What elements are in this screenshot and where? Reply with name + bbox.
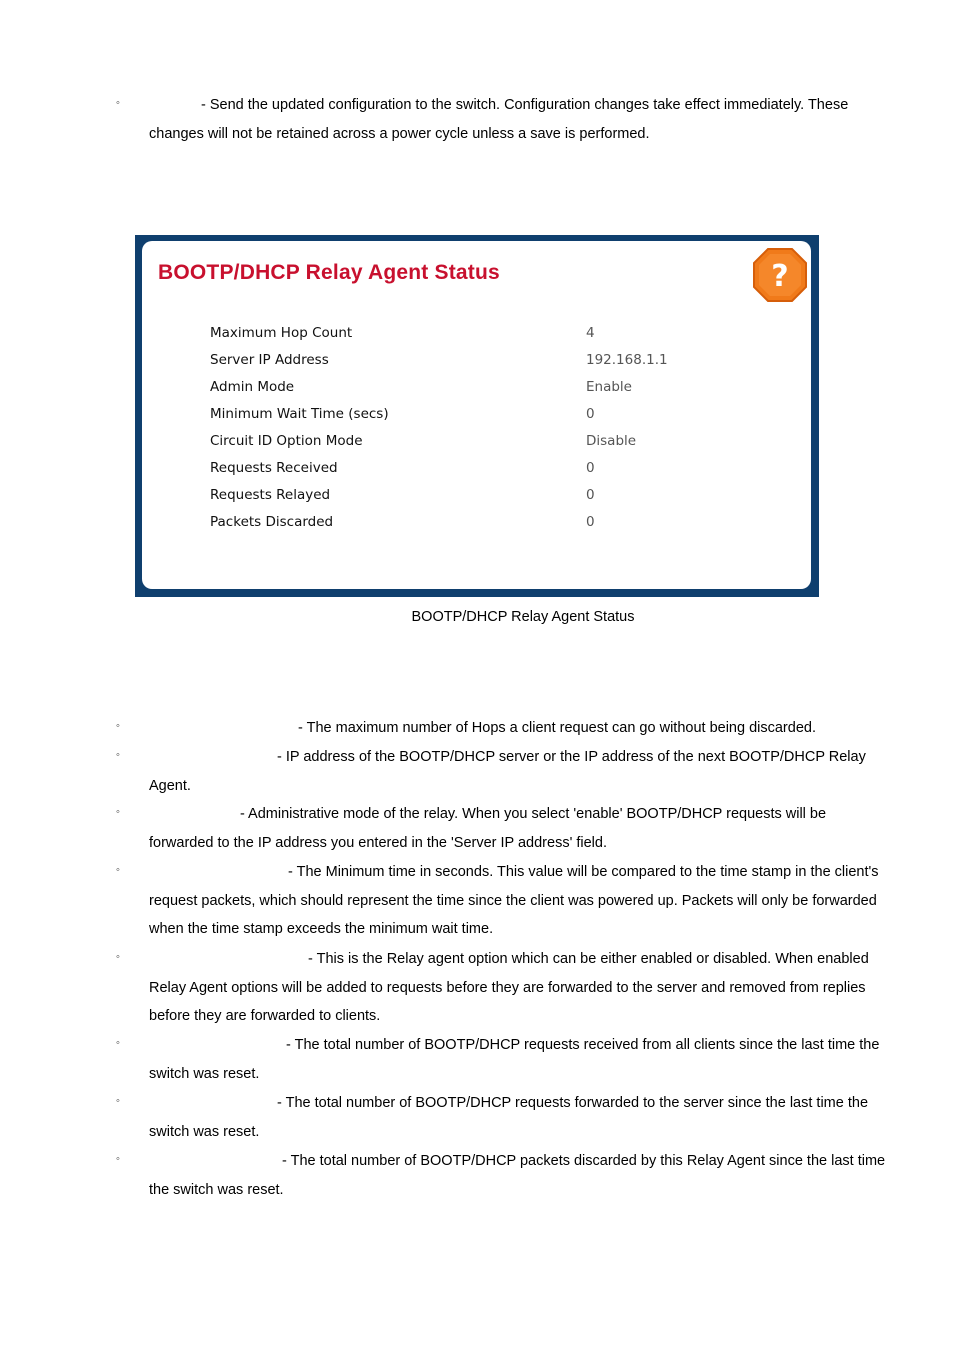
- bullet-marker: ◦: [116, 806, 120, 818]
- row-packets-discarded: [210, 514, 770, 541]
- description-text: - Administrative mode of the relay. When you select 'enable' BOOTP/DHCP requests will be forwarded to the IP address you entered in the 'Server IP address' field.: [149, 806, 827, 851]
- description-minimum-wait-time: [149, 858, 889, 944]
- bullet-marker: ◦: [116, 97, 120, 109]
- row-label: Requests Relayed: [210, 487, 331, 503]
- row-label: Minimum Wait Time (secs): [210, 406, 389, 422]
- description-maximum-hop-count: [149, 714, 889, 743]
- row-requests-relayed: [210, 487, 770, 514]
- intro-text: - Send the updated configuration to the switch. Configuration changes take effect immediately. These changes will not be retained across a power cycle unless a save is performed.: [149, 97, 849, 142]
- row-label: Requests Received: [210, 460, 338, 476]
- bullet-marker: ◦: [116, 951, 120, 963]
- row-circuit-id-option-mode: [210, 433, 770, 460]
- row-value: 192.168.1.1: [586, 352, 668, 368]
- row-label: Admin Mode: [210, 379, 295, 395]
- intro-paragraph: [149, 91, 889, 148]
- description-packets-discarded: [149, 1147, 889, 1204]
- row-value: 0: [586, 487, 595, 503]
- row-admin-mode: [210, 379, 770, 406]
- bullet-marker: ◦: [116, 749, 120, 761]
- row-label: Packets Discarded: [210, 514, 334, 530]
- bullet-marker: ◦: [116, 1153, 120, 1165]
- row-value: 0: [586, 460, 595, 476]
- description-text: - The total number of BOOTP/DHCP requests forwarded to the server since the last time the switch was reset.: [149, 1095, 869, 1140]
- row-minimum-wait-time: [210, 406, 770, 433]
- panel-body: [142, 241, 811, 589]
- description-requests-received: [149, 1031, 889, 1088]
- bullet-marker: ◦: [116, 864, 120, 876]
- description-admin-mode: [149, 800, 889, 857]
- row-requests-received: [210, 460, 770, 487]
- row-value: Enable: [586, 379, 632, 395]
- row-server-ip-address: [210, 352, 770, 379]
- bullet-marker: ◦: [116, 720, 120, 732]
- svg-text:?: ?: [771, 259, 789, 294]
- panel-title: BOOTP/DHCP Relay Agent Status: [158, 261, 500, 284]
- row-label: Maximum Hop Count: [210, 325, 353, 341]
- relay-agent-status-panel: [135, 235, 819, 597]
- description-text: - The Minimum time in seconds. This value will be compared to the time stamp in the client's request packets, which should represent the time since the client was powered up. Packets will only be forwarded when the time stamp exceeds the minimum wait time.: [149, 864, 879, 937]
- description-text: - The maximum number of Hops a client request can go without being discarded.: [298, 720, 816, 736]
- description-text: - This is the Relay agent option which can be either enabled or disabled. When enabled Relay Agent options will be added to requests before they are forwarded to the server and removed from replies before they are forwarded to clients.: [149, 951, 869, 1024]
- description-server-ip-address: [149, 743, 889, 800]
- bullet-marker: ◦: [116, 1037, 120, 1049]
- description-text: - The total number of BOOTP/DHCP requests received from all clients since the last time the switch was reset.: [149, 1037, 880, 1082]
- description-text: - The total number of BOOTP/DHCP packets discarded by this Relay Agent since the last time the switch was reset.: [149, 1153, 886, 1198]
- bullet-marker: ◦: [116, 1095, 120, 1107]
- row-value: Disable: [586, 433, 637, 449]
- description-circuit-id-option-mode: [149, 945, 889, 1031]
- description-text: - IP address of the BOOTP/DHCP server or the IP address of the next BOOTP/DHCP Relay Agent.: [149, 749, 866, 794]
- help-question-icon[interactable]: [752, 247, 808, 303]
- description-requests-relayed: [149, 1089, 889, 1146]
- row-value: 4: [586, 325, 595, 341]
- figure-caption: BOOTP/DHCP Relay Agent Status: [411, 609, 635, 625]
- row-label: Circuit ID Option Mode: [210, 433, 363, 449]
- row-value: 0: [586, 514, 595, 530]
- row-value: 0: [586, 406, 595, 422]
- row-maximum-hop-count: [210, 325, 770, 352]
- row-label: Server IP Address: [210, 352, 329, 368]
